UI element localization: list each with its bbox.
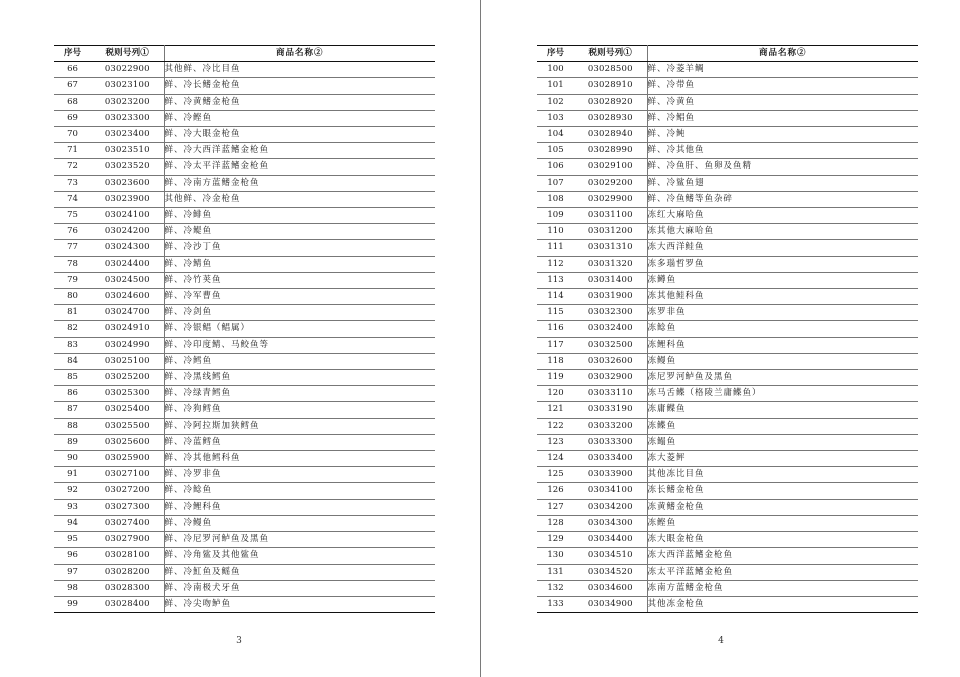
tariff-table bbox=[54, 45, 435, 613]
table-row bbox=[54, 62, 435, 78]
row-code: 03031100 bbox=[574, 208, 647, 224]
table-row bbox=[54, 191, 435, 207]
row-name: 冻鲽鱼 bbox=[647, 418, 918, 434]
row-code: 03034100 bbox=[574, 483, 647, 499]
table-row bbox=[537, 467, 918, 483]
table-row bbox=[537, 305, 918, 321]
table-row bbox=[54, 515, 435, 531]
row-seq: 84 bbox=[54, 353, 91, 369]
table-row bbox=[54, 386, 435, 402]
row-name: 鲜、冷黑线鳕鱼 bbox=[164, 370, 435, 386]
row-code: 03025900 bbox=[91, 451, 164, 467]
row-code: 03028990 bbox=[574, 143, 647, 159]
row-seq: 74 bbox=[54, 191, 91, 207]
row-seq: 73 bbox=[54, 175, 91, 191]
row-name: 冻长鳍金枪鱼 bbox=[647, 483, 918, 499]
row-name: 鲜、冷尼罗河鲈鱼及黑鱼 bbox=[164, 532, 435, 548]
row-name: 冻鳟鱼 bbox=[647, 272, 918, 288]
table-row bbox=[537, 337, 918, 353]
row-seq: 110 bbox=[537, 224, 574, 240]
row-seq: 105 bbox=[537, 143, 574, 159]
table-header-row bbox=[54, 46, 435, 62]
table-row bbox=[537, 272, 918, 288]
row-name: 鲜、冷印度鲭、马鲛鱼等 bbox=[164, 337, 435, 353]
header-seq: 序号 bbox=[537, 46, 574, 62]
row-seq: 92 bbox=[54, 483, 91, 499]
row-seq: 123 bbox=[537, 434, 574, 450]
row-name: 冻马舌鲽（格陵兰庸鲽鱼） bbox=[647, 386, 918, 402]
row-code: 03024300 bbox=[91, 240, 164, 256]
row-seq: 113 bbox=[537, 272, 574, 288]
row-seq: 97 bbox=[54, 564, 91, 580]
row-name: 冻大菱鲆 bbox=[647, 451, 918, 467]
row-code: 03022900 bbox=[91, 62, 164, 78]
row-seq: 70 bbox=[54, 127, 91, 143]
row-name: 鲜、冷黄鱼 bbox=[647, 94, 918, 110]
table-row bbox=[54, 127, 435, 143]
row-name: 冻尼罗河鲈鱼及黑鱼 bbox=[647, 370, 918, 386]
table-row bbox=[537, 321, 918, 337]
table-row bbox=[54, 467, 435, 483]
row-seq: 104 bbox=[537, 127, 574, 143]
row-name: 鲜、冷阿拉斯加狭鳕鱼 bbox=[164, 418, 435, 434]
row-seq: 127 bbox=[537, 499, 574, 515]
table-row bbox=[54, 596, 435, 612]
row-name: 冻其他大麻哈鱼 bbox=[647, 224, 918, 240]
row-seq: 69 bbox=[54, 110, 91, 126]
row-name: 鲜、冷鱼鳍等鱼杂碎 bbox=[647, 191, 918, 207]
table-row bbox=[537, 596, 918, 612]
row-seq: 90 bbox=[54, 451, 91, 467]
row-seq: 131 bbox=[537, 564, 574, 580]
row-code: 03032500 bbox=[574, 337, 647, 353]
row-name: 冻黄鳍金枪鱼 bbox=[647, 499, 918, 515]
table-header-row bbox=[537, 46, 918, 62]
row-seq: 81 bbox=[54, 305, 91, 321]
table-row bbox=[537, 208, 918, 224]
row-name: 鲜、冷鲣鱼 bbox=[164, 110, 435, 126]
table-row bbox=[54, 548, 435, 564]
row-name: 冻鲤科鱼 bbox=[647, 337, 918, 353]
row-name: 冻太平洋蓝鳍金枪鱼 bbox=[647, 564, 918, 580]
row-seq: 107 bbox=[537, 175, 574, 191]
table-row bbox=[537, 191, 918, 207]
table-row bbox=[537, 548, 918, 564]
row-seq: 111 bbox=[537, 240, 574, 256]
row-seq: 122 bbox=[537, 418, 574, 434]
row-seq: 133 bbox=[537, 596, 574, 612]
table-row bbox=[54, 143, 435, 159]
row-code: 03034300 bbox=[574, 515, 647, 531]
row-seq: 78 bbox=[54, 256, 91, 272]
row-code: 03027900 bbox=[91, 532, 164, 548]
row-seq: 76 bbox=[54, 224, 91, 240]
page-number: 3 bbox=[236, 636, 242, 646]
row-name: 鲜、冷银鲳（鲳属） bbox=[164, 321, 435, 337]
header-code: 税则号列① bbox=[91, 46, 164, 62]
row-name: 冻鳗鱼 bbox=[647, 353, 918, 369]
row-name: 鲜、冷军曹鱼 bbox=[164, 289, 435, 305]
table-row bbox=[537, 62, 918, 78]
table-row bbox=[54, 208, 435, 224]
row-seq: 99 bbox=[54, 596, 91, 612]
row-code: 03033400 bbox=[574, 451, 647, 467]
row-name: 冻南方蓝鳍金枪鱼 bbox=[647, 580, 918, 596]
row-code: 03028500 bbox=[574, 62, 647, 78]
row-code: 03028920 bbox=[574, 94, 647, 110]
table-row bbox=[537, 451, 918, 467]
row-code: 03025100 bbox=[91, 353, 164, 369]
table-row bbox=[54, 321, 435, 337]
row-name: 鲜、冷鲱鱼 bbox=[164, 208, 435, 224]
table-row bbox=[537, 515, 918, 531]
row-code: 03025300 bbox=[91, 386, 164, 402]
row-code: 03024990 bbox=[91, 337, 164, 353]
row-seq: 120 bbox=[537, 386, 574, 402]
row-code: 03031320 bbox=[574, 256, 647, 272]
row-seq: 116 bbox=[537, 321, 574, 337]
row-name: 鲜、冷绿青鳕鱼 bbox=[164, 386, 435, 402]
table-row bbox=[537, 532, 918, 548]
row-seq: 119 bbox=[537, 370, 574, 386]
table-row bbox=[537, 483, 918, 499]
row-name: 鲜、冷鲤科鱼 bbox=[164, 499, 435, 515]
row-seq: 67 bbox=[54, 78, 91, 94]
row-name: 冻多瑙哲罗鱼 bbox=[647, 256, 918, 272]
row-code: 03033200 bbox=[574, 418, 647, 434]
table-row bbox=[54, 402, 435, 418]
row-code: 03034510 bbox=[574, 548, 647, 564]
table-row bbox=[54, 337, 435, 353]
row-name: 鲜、冷鲭鱼 bbox=[164, 256, 435, 272]
row-seq: 118 bbox=[537, 353, 574, 369]
row-seq: 68 bbox=[54, 94, 91, 110]
table-row bbox=[54, 305, 435, 321]
row-code: 03027400 bbox=[91, 515, 164, 531]
row-seq: 101 bbox=[537, 78, 574, 94]
table-row bbox=[54, 532, 435, 548]
table-row bbox=[537, 386, 918, 402]
table-row bbox=[54, 499, 435, 515]
row-code: 03024200 bbox=[91, 224, 164, 240]
row-seq: 126 bbox=[537, 483, 574, 499]
table-row bbox=[54, 272, 435, 288]
row-name: 鲜、冷狗鳕鱼 bbox=[164, 402, 435, 418]
table-row bbox=[54, 434, 435, 450]
row-name: 冻鳎鱼 bbox=[647, 434, 918, 450]
row-seq: 106 bbox=[537, 159, 574, 175]
table-row bbox=[537, 224, 918, 240]
table-row bbox=[54, 353, 435, 369]
table-row bbox=[537, 175, 918, 191]
header-code: 税则号列① bbox=[574, 46, 647, 62]
row-code: 03033110 bbox=[574, 386, 647, 402]
row-code: 03031400 bbox=[574, 272, 647, 288]
row-seq: 71 bbox=[54, 143, 91, 159]
table-row bbox=[54, 159, 435, 175]
row-code: 03024910 bbox=[91, 321, 164, 337]
row-seq: 100 bbox=[537, 62, 574, 78]
row-seq: 79 bbox=[54, 272, 91, 288]
row-code: 03028400 bbox=[91, 596, 164, 612]
row-seq: 82 bbox=[54, 321, 91, 337]
row-code: 03029200 bbox=[574, 175, 647, 191]
table-row bbox=[537, 402, 918, 418]
row-code: 03028930 bbox=[574, 110, 647, 126]
row-name: 鲜、冷罗非鱼 bbox=[164, 467, 435, 483]
row-seq: 112 bbox=[537, 256, 574, 272]
row-code: 03032900 bbox=[574, 370, 647, 386]
row-code: 03024500 bbox=[91, 272, 164, 288]
row-name: 鲜、冷南方蓝鳍金枪鱼 bbox=[164, 175, 435, 191]
table-row bbox=[54, 483, 435, 499]
row-code: 03025200 bbox=[91, 370, 164, 386]
row-name: 鲜、冷南极犬牙鱼 bbox=[164, 580, 435, 596]
row-name: 鲜、冷黄鳍金枪鱼 bbox=[164, 94, 435, 110]
row-code: 03033300 bbox=[574, 434, 647, 450]
row-code: 03023520 bbox=[91, 159, 164, 175]
row-code: 03033190 bbox=[574, 402, 647, 418]
row-code: 03034520 bbox=[574, 564, 647, 580]
table-row bbox=[54, 289, 435, 305]
row-name: 鲜、冷大西洋蓝鳍金枪鱼 bbox=[164, 143, 435, 159]
row-seq: 109 bbox=[537, 208, 574, 224]
row-code: 03027200 bbox=[91, 483, 164, 499]
row-code: 03032400 bbox=[574, 321, 647, 337]
row-seq: 124 bbox=[537, 451, 574, 467]
row-code: 03025600 bbox=[91, 434, 164, 450]
row-seq: 129 bbox=[537, 532, 574, 548]
table-row bbox=[537, 256, 918, 272]
row-code: 03032600 bbox=[574, 353, 647, 369]
row-name: 鲜、冷长鳍金枪鱼 bbox=[164, 78, 435, 94]
row-code: 03023100 bbox=[91, 78, 164, 94]
row-code: 03024400 bbox=[91, 256, 164, 272]
row-name: 鲜、冷菱羊鲷 bbox=[647, 62, 918, 78]
row-seq: 89 bbox=[54, 434, 91, 450]
table-row bbox=[54, 110, 435, 126]
row-seq: 72 bbox=[54, 159, 91, 175]
table-row bbox=[54, 564, 435, 580]
row-name: 鲜、冷鲳鱼 bbox=[647, 110, 918, 126]
table-row bbox=[537, 159, 918, 175]
row-seq: 115 bbox=[537, 305, 574, 321]
row-code: 03025500 bbox=[91, 418, 164, 434]
table-row bbox=[54, 78, 435, 94]
row-code: 03023400 bbox=[91, 127, 164, 143]
row-seq: 85 bbox=[54, 370, 91, 386]
row-name: 冻其他鲑科鱼 bbox=[647, 289, 918, 305]
row-name: 鲜、冷剑鱼 bbox=[164, 305, 435, 321]
row-code: 03028200 bbox=[91, 564, 164, 580]
row-seq: 88 bbox=[54, 418, 91, 434]
row-code: 03024700 bbox=[91, 305, 164, 321]
header-name: 商品名称② bbox=[647, 46, 918, 62]
table-row bbox=[54, 94, 435, 110]
row-name: 冻大西洋蓝鳍金枪鱼 bbox=[647, 548, 918, 564]
row-seq: 121 bbox=[537, 402, 574, 418]
table-row bbox=[537, 127, 918, 143]
row-code: 03031200 bbox=[574, 224, 647, 240]
table-row bbox=[54, 418, 435, 434]
table-row bbox=[537, 499, 918, 515]
header-name: 商品名称② bbox=[164, 46, 435, 62]
row-code: 03029900 bbox=[574, 191, 647, 207]
row-name: 鲜、冷竹荚鱼 bbox=[164, 272, 435, 288]
row-seq: 117 bbox=[537, 337, 574, 353]
table-row bbox=[54, 451, 435, 467]
table-row bbox=[537, 434, 918, 450]
row-name: 其他鲜、冷比目鱼 bbox=[164, 62, 435, 78]
row-seq: 87 bbox=[54, 402, 91, 418]
row-code: 03028100 bbox=[91, 548, 164, 564]
row-name: 鲜、冷其他鱼 bbox=[647, 143, 918, 159]
row-seq: 114 bbox=[537, 289, 574, 305]
row-code: 03023510 bbox=[91, 143, 164, 159]
row-seq: 98 bbox=[54, 580, 91, 596]
row-code: 03034900 bbox=[574, 596, 647, 612]
row-code: 03024600 bbox=[91, 289, 164, 305]
row-code: 03024100 bbox=[91, 208, 164, 224]
row-code: 03032300 bbox=[574, 305, 647, 321]
row-seq: 95 bbox=[54, 532, 91, 548]
row-name: 其他冻比目鱼 bbox=[647, 467, 918, 483]
table-row bbox=[537, 564, 918, 580]
page-number: 4 bbox=[718, 636, 724, 646]
row-seq: 128 bbox=[537, 515, 574, 531]
row-name: 其他冻金枪鱼 bbox=[647, 596, 918, 612]
page-right bbox=[481, 0, 960, 677]
row-name: 冻鲣鱼 bbox=[647, 515, 918, 531]
row-seq: 75 bbox=[54, 208, 91, 224]
row-seq: 80 bbox=[54, 289, 91, 305]
row-code: 03027300 bbox=[91, 499, 164, 515]
table-row bbox=[54, 370, 435, 386]
row-code: 03025400 bbox=[91, 402, 164, 418]
table-row bbox=[537, 94, 918, 110]
row-code: 03023300 bbox=[91, 110, 164, 126]
row-code: 03023600 bbox=[91, 175, 164, 191]
table-row bbox=[54, 175, 435, 191]
row-code: 03034200 bbox=[574, 499, 647, 515]
row-name: 其他鲜、冷金枪鱼 bbox=[164, 191, 435, 207]
table-row bbox=[537, 78, 918, 94]
row-name: 鲜、冷鱼肝、鱼卵及鱼精 bbox=[647, 159, 918, 175]
row-seq: 94 bbox=[54, 515, 91, 531]
table-row bbox=[537, 353, 918, 369]
row-name: 鲜、冷太平洋蓝鳍金枪鱼 bbox=[164, 159, 435, 175]
row-name: 冻大眼金枪鱼 bbox=[647, 532, 918, 548]
table-row bbox=[537, 580, 918, 596]
row-seq: 86 bbox=[54, 386, 91, 402]
row-name: 冻红大麻哈鱼 bbox=[647, 208, 918, 224]
row-seq: 96 bbox=[54, 548, 91, 564]
row-code: 03029100 bbox=[574, 159, 647, 175]
table-row bbox=[537, 370, 918, 386]
row-name: 鲜、冷蓝鳕鱼 bbox=[164, 434, 435, 450]
row-name: 冻大西洋鲑鱼 bbox=[647, 240, 918, 256]
row-seq: 130 bbox=[537, 548, 574, 564]
row-name: 鲜、冷鲶鱼 bbox=[164, 483, 435, 499]
row-name: 鲜、冷尖吻鲈鱼 bbox=[164, 596, 435, 612]
row-name: 鲜、冷大眼金枪鱼 bbox=[164, 127, 435, 143]
row-code: 03034600 bbox=[574, 580, 647, 596]
row-name: 鲜、冷鳀鱼 bbox=[164, 224, 435, 240]
table-row bbox=[54, 256, 435, 272]
table-row bbox=[537, 289, 918, 305]
row-name: 鲜、冷角鲨及其他鲨鱼 bbox=[164, 548, 435, 564]
row-code: 03023900 bbox=[91, 191, 164, 207]
row-seq: 66 bbox=[54, 62, 91, 78]
row-name: 冻鲶鱼 bbox=[647, 321, 918, 337]
row-name: 鲜、冷其他鳕科鱼 bbox=[164, 451, 435, 467]
table-row bbox=[54, 224, 435, 240]
table-row bbox=[54, 580, 435, 596]
row-name: 鲜、冷沙丁鱼 bbox=[164, 240, 435, 256]
tariff-table bbox=[537, 45, 918, 613]
row-name: 鲜、冷鳕鱼 bbox=[164, 353, 435, 369]
row-code: 03034400 bbox=[574, 532, 647, 548]
row-name: 鲜、冷鳗鱼 bbox=[164, 515, 435, 531]
table-row bbox=[537, 418, 918, 434]
row-seq: 91 bbox=[54, 467, 91, 483]
row-code: 03027100 bbox=[91, 467, 164, 483]
table-row bbox=[537, 240, 918, 256]
row-code: 03033900 bbox=[574, 467, 647, 483]
row-seq: 103 bbox=[537, 110, 574, 126]
row-seq: 83 bbox=[54, 337, 91, 353]
row-code: 03028300 bbox=[91, 580, 164, 596]
row-code: 03028940 bbox=[574, 127, 647, 143]
header-seq: 序号 bbox=[54, 46, 91, 62]
row-seq: 77 bbox=[54, 240, 91, 256]
row-name: 鲜、冷鲨鱼翅 bbox=[647, 175, 918, 191]
row-name: 鲜、冷魟鱼及鳐鱼 bbox=[164, 564, 435, 580]
row-code: 03028910 bbox=[574, 78, 647, 94]
row-name: 冻罗非鱼 bbox=[647, 305, 918, 321]
row-code: 03031900 bbox=[574, 289, 647, 305]
row-name: 鲜、冷带鱼 bbox=[647, 78, 918, 94]
row-seq: 93 bbox=[54, 499, 91, 515]
row-code: 03023200 bbox=[91, 94, 164, 110]
table-row bbox=[537, 110, 918, 126]
row-name: 鲜、冷鲀 bbox=[647, 127, 918, 143]
row-seq: 125 bbox=[537, 467, 574, 483]
row-code: 03031310 bbox=[574, 240, 647, 256]
row-seq: 108 bbox=[537, 191, 574, 207]
row-seq: 102 bbox=[537, 94, 574, 110]
row-name: 冻庸鲽鱼 bbox=[647, 402, 918, 418]
row-seq: 132 bbox=[537, 580, 574, 596]
table-row bbox=[537, 143, 918, 159]
table-row bbox=[54, 240, 435, 256]
